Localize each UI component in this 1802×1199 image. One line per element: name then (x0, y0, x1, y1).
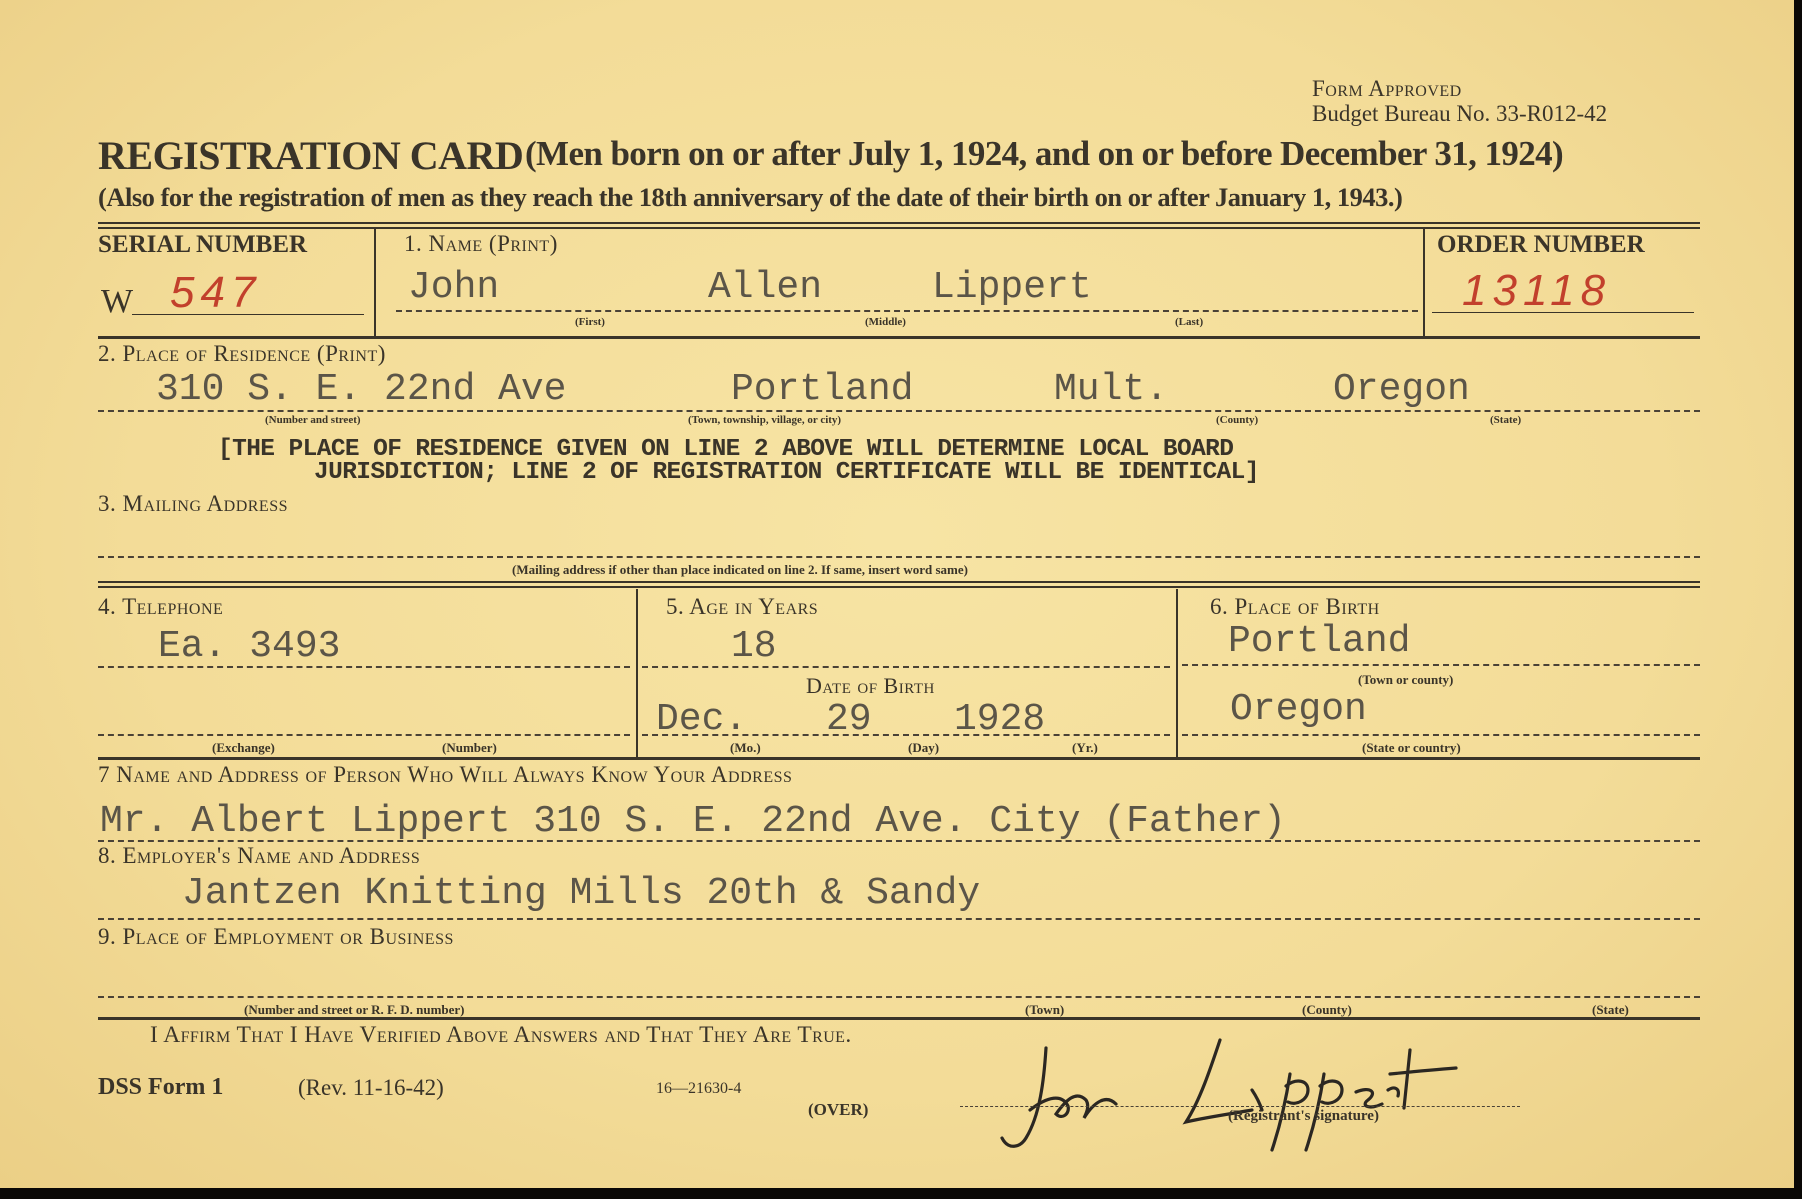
dob-caption-year: (Yr.) (1072, 740, 1098, 755)
order-number-label: ORDER NUMBER (1437, 231, 1645, 258)
residence-county: Mult. (1054, 368, 1169, 411)
telephone-line-1 (98, 666, 630, 668)
card-title: REGISTRATION CARD (98, 133, 524, 178)
name-caption-first: (First) (575, 316, 605, 328)
form-revision: (Rev. 11-16-42) (298, 1075, 444, 1100)
header-rule (98, 222, 1700, 229)
dob-caption-month: (Mo.) (730, 740, 761, 755)
employment-place-label: 9. Place of Employment or Business (98, 924, 454, 949)
registrant-signature (990, 1030, 1550, 1160)
name-label: 1. Name (Print) (404, 231, 558, 256)
name-caption-last: (Last) (1175, 316, 1204, 328)
residence-notice-2: JURISDICTION; LINE 2 OF REGISTRATION CERTIFICATE WILL BE IDENTICAL] (314, 459, 1259, 486)
residence-line (98, 410, 1700, 412)
signature-caption: (Registrant's signature) (1228, 1108, 1379, 1124)
employer-value: Jantzen Knitting Mills 20th & Sandy (182, 872, 981, 915)
residence-town: Portland (731, 368, 914, 411)
residence-street: 310 S. E. 22nd Ave (156, 368, 567, 411)
age-label: 5. Age in Years (666, 594, 819, 619)
telephone-caption-exchange: (Exchange) (212, 740, 275, 755)
telephone-label: 4. Telephone (98, 594, 224, 619)
print-code: 16—21630-4 (656, 1080, 742, 1097)
mailing-caption: (Mailing address if other than place indicated on line 2. If same, insert word same) (512, 562, 968, 577)
mailing-label: 3. Mailing Address (98, 491, 288, 516)
serial-line (132, 314, 364, 315)
form-approved: Form Approved (1312, 76, 1462, 101)
birthplace-state: Oregon (1230, 688, 1367, 731)
employment-caption-state: (State) (1592, 1002, 1629, 1017)
title-eligibility: (Men born on or after July 1, 1924, and on or before December 31, 1924) (525, 134, 1564, 173)
employer-label: 8. Employer's Name and Address (98, 843, 421, 868)
dob-line (642, 734, 1170, 736)
employment-caption-town: (Town) (1025, 1002, 1065, 1017)
contact-label: 7 Name and Address of Person Who Will Always Know Your Address (98, 762, 793, 787)
name-middle: Allen (708, 266, 823, 309)
residence-caption-town: (Town, township, village, or city) (688, 414, 842, 426)
contact-value: Mr. Albert Lippert 310 S. E. 22nd Ave. City (Father) (100, 800, 1286, 843)
age-value: 18 (731, 625, 777, 668)
dob-year: 1928 (954, 698, 1046, 741)
over-note: (OVER) (808, 1100, 869, 1119)
residence-notice-1: [THE PLACE OF RESIDENCE GIVEN ON LINE 2 ABOVE WILL DETERMINE LOCAL BOARD (218, 436, 1234, 463)
budget-bureau: Budget Bureau No. 33-R012-42 (1312, 101, 1608, 126)
row9-rule (98, 1017, 1700, 1020)
birthplace-caption-state: (State or country) (1362, 740, 1461, 755)
tel-age-divider (636, 589, 638, 757)
serial-number-value: 547 (170, 268, 262, 317)
dob-caption-day: (Day) (908, 740, 940, 755)
age-line (642, 666, 1170, 668)
name-first: John (408, 266, 500, 309)
serial-divider (374, 228, 376, 336)
employer-line (98, 918, 1700, 920)
name-caption-middle: (Middle) (865, 316, 906, 328)
residence-label: 2. Place of Residence (Print) (98, 341, 386, 366)
birthplace-line-1 (1182, 664, 1700, 666)
telephone-value: Ea. 3493 (158, 625, 341, 668)
order-line (1432, 312, 1694, 313)
title-eligibility-note: (Also for the registration of men as they reach the 18th anniversary of the date of their birth on or after January 1, 1943.) (98, 182, 1403, 212)
residence-caption-street: (Number and street) (265, 414, 361, 426)
employment-caption-county: (County) (1302, 1002, 1352, 1017)
mailing-line (98, 556, 1700, 558)
name-line (396, 310, 1418, 312)
row1-rule (98, 336, 1700, 339)
residence-state: Oregon (1333, 368, 1470, 411)
birthplace-line-2 (1182, 734, 1700, 736)
residence-caption-county: (County) (1216, 414, 1259, 426)
signature-line (960, 1106, 1520, 1107)
dob-day: 29 (826, 698, 872, 741)
dob-month: Dec. (656, 698, 748, 741)
telephone-line-2 (98, 734, 630, 736)
employment-place-line (98, 996, 1700, 998)
birthplace-town: Portland (1228, 620, 1411, 663)
employment-caption-street: (Number and street or R. F. D. number) (244, 1002, 465, 1017)
name-last: Lippert (932, 266, 1092, 309)
form-id: DSS Form 1 (98, 1074, 224, 1100)
serial-prefix: W (101, 283, 134, 320)
dob-label: Date of Birth (806, 673, 935, 698)
order-divider (1423, 228, 1425, 336)
residence-caption-state: (State) (1490, 414, 1522, 426)
serial-number-label: SERIAL NUMBER (98, 231, 308, 258)
row4-rule (98, 757, 1700, 760)
affirmation: I Affirm That I Have Verified Above Answers and That They Are True. (150, 1022, 852, 1048)
contact-line (98, 840, 1700, 842)
order-number-value: 13118 (1462, 266, 1612, 315)
birthplace-caption-town: (Town or county) (1358, 672, 1454, 687)
birthplace-label: 6. Place of Birth (1210, 594, 1380, 619)
telephone-caption-number: (Number) (442, 740, 497, 755)
row3-rule (98, 581, 1700, 588)
age-birth-divider (1176, 589, 1178, 757)
